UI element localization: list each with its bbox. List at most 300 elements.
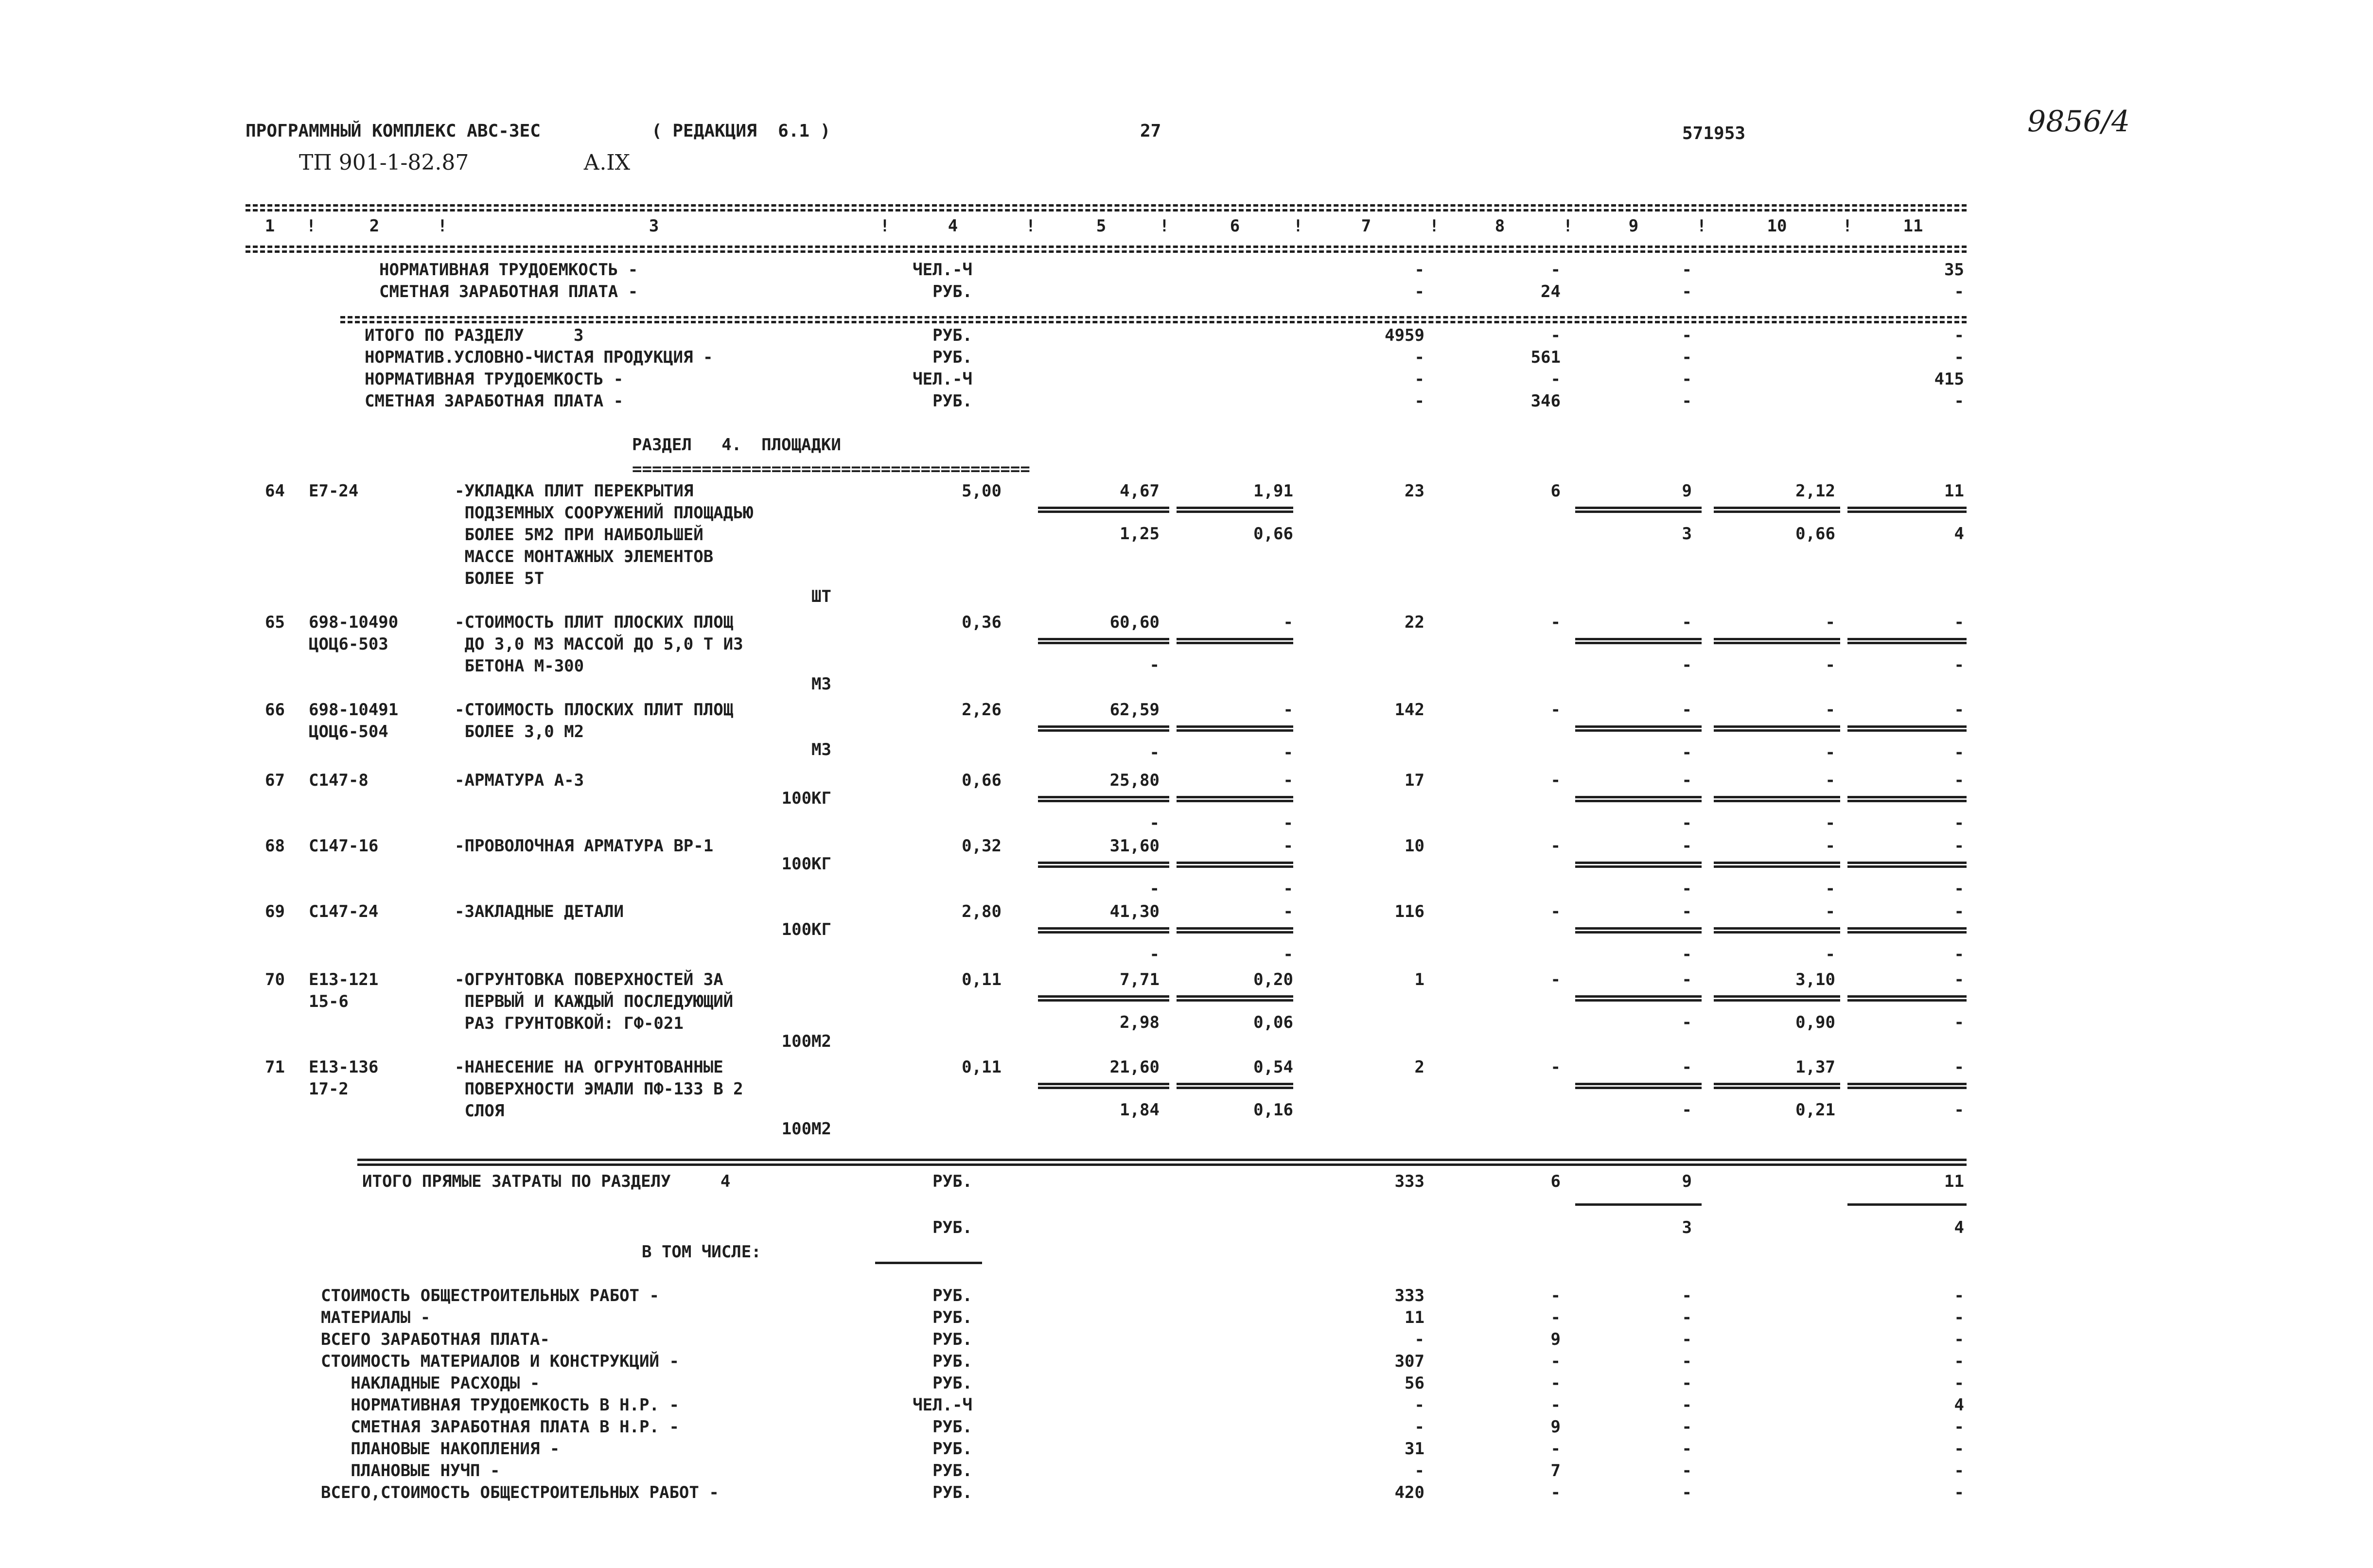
item-description: ПОВЕРХНОСТИ ЭМАЛИ ПФ-133 В 2 [455, 1079, 743, 1099]
item-unit: М3 [811, 740, 831, 759]
including-row-unit: РУБ. [932, 1330, 972, 1349]
section3-total-row-c7: - [1414, 391, 1424, 411]
item-c10-divider-2 [1714, 999, 1840, 1002]
item-wages: - [1550, 771, 1561, 790]
column-separator: ! [1025, 216, 1036, 236]
item-c11-upper: - [1954, 613, 1964, 632]
item-c10-upper: - [1825, 700, 1835, 720]
column-separator: ! [879, 216, 890, 236]
summary-row-c7: - [1414, 260, 1424, 280]
including-row-unit: РУБ. [932, 1417, 972, 1437]
including-row-c7: - [1414, 1461, 1424, 1480]
item-c5-divider-2 [1038, 1087, 1169, 1089]
item-c5-lower: 1,84 [1120, 1100, 1160, 1120]
item-number: 68 [265, 836, 285, 856]
item-c11-upper: - [1954, 836, 1964, 856]
section3-total-row-c11: - [1954, 326, 1964, 345]
item-c11-divider [1847, 796, 1967, 798]
item-number: 64 [265, 481, 285, 501]
item-c10-lower: 0,90 [1795, 1013, 1835, 1032]
including-row-c9: - [1682, 1417, 1692, 1437]
column-header-6: 6 [1230, 216, 1240, 236]
item-c11-divider-2 [1847, 511, 1967, 513]
column-separator: ! [306, 216, 316, 236]
summary-row-c7: - [1414, 282, 1424, 301]
item-c6-divider [1177, 862, 1293, 864]
item-description: БОЛЕЕ 5М2 ПРИ НАИБОЛЬШЕЙ [455, 525, 703, 545]
item-c10-divider [1714, 927, 1840, 930]
item-c5-upper: 21,60 [1109, 1057, 1160, 1077]
including-row-label: ВСЕГО,СТОИМОСТЬ ОБЩЕСТРОИТЕЛЬНЫХ РАБОТ - [321, 1483, 719, 1502]
item-c10-lower: 0,21 [1795, 1100, 1835, 1120]
summary-row-c11: - [1954, 282, 1964, 301]
item-c9-divider-2 [1575, 800, 1702, 802]
direct-costs-wages: 6 [1550, 1172, 1561, 1191]
album-label: А.IX [583, 150, 631, 175]
including-row-c9: - [1682, 1374, 1692, 1393]
item-c6-upper: 1,91 [1253, 481, 1293, 501]
including-row-c7: 420 [1394, 1483, 1424, 1502]
section3-rule-top-2 [340, 321, 1967, 323]
section3-total-row-c8: - [1550, 370, 1561, 389]
including-row-unit: РУБ. [932, 1308, 972, 1327]
column-separator: ! [437, 216, 448, 236]
item-number: 71 [265, 1057, 285, 1077]
including-row-label: СТОИМОСТЬ МАТЕРИАЛОВ И КОНСТРУКЦИЙ - [321, 1352, 679, 1371]
column-separator: ! [1696, 216, 1707, 236]
item-c5-lower: - [1149, 743, 1160, 762]
item-code: Е13-121 [309, 970, 379, 989]
section3-total-row-c11: - [1954, 391, 1964, 411]
item-c9-upper: - [1682, 700, 1692, 720]
item-total-cost: 10 [1405, 836, 1424, 856]
item-c9-divider-2 [1575, 642, 1702, 644]
header-rule-bottom-2 [246, 250, 1967, 253]
item-c5-upper: 41,30 [1109, 902, 1160, 921]
including-row-c11: - [1954, 1439, 1964, 1459]
including-row-c11: - [1954, 1330, 1964, 1349]
item-c5-divider-2 [1038, 729, 1169, 732]
item-c6-lower: - [1283, 945, 1293, 964]
item-c6-upper: 0,20 [1253, 970, 1293, 989]
item-c11-lower: - [1954, 655, 1964, 675]
item-c10-divider-2 [1714, 800, 1840, 802]
item-c6-divider [1177, 995, 1293, 998]
item-wages: - [1550, 836, 1561, 856]
item-wages: - [1550, 902, 1561, 921]
item-c5-divider-2 [1038, 511, 1169, 513]
item-c9-upper: - [1682, 902, 1692, 921]
item-c9-lower: - [1682, 1013, 1692, 1032]
item-c11-divider [1847, 995, 1967, 998]
item-wages: 6 [1550, 481, 1561, 501]
item-c6-lower: 0,66 [1253, 524, 1293, 544]
section3-total-row-c7: 4959 [1385, 326, 1424, 345]
including-row-c8: - [1550, 1483, 1561, 1502]
page-number: 27 [1140, 121, 1161, 141]
summary-row-unit: РУБ. [932, 282, 972, 301]
item-c10-divider-2 [1714, 511, 1840, 513]
program-name: ПРОГРАММНЫЙ КОМПЛЕКС АВС-3ЕС [246, 121, 541, 141]
item-c5-upper: 62,59 [1109, 700, 1160, 720]
direct-costs-c9-lower: 3 [1682, 1218, 1692, 1237]
item-code: С147-16 [309, 836, 379, 856]
item-wages: - [1550, 970, 1561, 989]
section3-total-row-label: НОРМАТИВ.УСЛОВНО-ЧИСТАЯ ПРОДУКЦИЯ - [365, 348, 713, 367]
item-description: -ЗАКЛАДНЫЕ ДЕТАЛИ [455, 902, 624, 921]
item-c10-upper: 1,37 [1795, 1057, 1835, 1077]
item-c11-divider-2 [1847, 729, 1967, 732]
item-c11-lower: 4 [1954, 524, 1964, 544]
item-c11-upper: - [1954, 902, 1964, 921]
item-total-cost: 142 [1394, 700, 1424, 720]
item-c6-lower: 0,06 [1253, 1013, 1293, 1032]
including-row-c9: - [1682, 1439, 1692, 1459]
item-c5-lower: - [1149, 655, 1160, 675]
item-c6-divider [1177, 927, 1293, 930]
item-c9-upper: - [1682, 836, 1692, 856]
including-row-unit: РУБ. [932, 1461, 972, 1480]
item-c11-upper: - [1954, 1057, 1964, 1077]
item-c9-divider-2 [1575, 931, 1702, 934]
item-c9-upper: 9 [1682, 481, 1692, 501]
summary-row-c9: - [1682, 260, 1692, 280]
item-c10-upper: - [1825, 771, 1835, 790]
including-row-label: ПЛАНОВЫЕ НАКОПЛЕНИЯ - [321, 1439, 560, 1459]
item-c6-lower: - [1283, 879, 1293, 899]
item-c11-upper: 11 [1944, 481, 1964, 501]
item-quantity: 0,11 [962, 970, 1002, 989]
including-row-c11: - [1954, 1352, 1964, 1371]
including-row-c7: 333 [1394, 1286, 1424, 1305]
section3-total-row-c9: - [1682, 370, 1692, 389]
section3-total-row-unit: РУБ. [932, 326, 972, 345]
section3-total-row-label: СМЕТНАЯ ЗАРАБОТНАЯ ПЛАТА - [365, 391, 624, 411]
item-description: -ПРОВОЛОЧНАЯ АРМАТУРА ВР-1 [455, 836, 714, 856]
including-row-label: МАТЕРИАЛЫ - [321, 1308, 431, 1327]
column-header-10: 10 [1767, 216, 1787, 236]
including-row-label: ПЛАНОВЫЕ НУЧП - [321, 1461, 500, 1480]
item-c6-lower: - [1283, 743, 1293, 762]
item-c6-divider-2 [1177, 642, 1293, 644]
summary-row-c8: 24 [1541, 282, 1561, 301]
item-c5-divider-2 [1038, 642, 1169, 644]
item-c10-divider [1714, 1083, 1840, 1085]
column-header-9: 9 [1628, 216, 1639, 236]
item-c6-divider-2 [1177, 729, 1293, 732]
item-number: 65 [265, 613, 285, 632]
item-description: БОЛЕЕ 3,0 М2 [455, 722, 584, 741]
including-row-c8: 9 [1550, 1417, 1561, 1437]
item-description: ДО 3,0 М3 МАССОЙ ДО 5,0 Т ИЗ [455, 634, 743, 654]
item-quantity: 0,66 [962, 771, 1002, 790]
direct-costs-unit-2: РУБ. [932, 1218, 972, 1237]
summary-row-c8: - [1550, 260, 1561, 280]
item-c6-upper: 0,54 [1253, 1057, 1293, 1077]
document-code: 571953 [1682, 123, 1746, 143]
item-c10-lower: 0,66 [1795, 524, 1835, 544]
including-row-c9: - [1682, 1352, 1692, 1371]
item-c9-divider [1575, 927, 1702, 930]
item-quantity: 0,32 [962, 836, 1002, 856]
including-row-c7: - [1414, 1330, 1424, 1349]
column-header-7: 7 [1361, 216, 1371, 236]
item-c5-upper: 7,71 [1120, 970, 1160, 989]
item-c9-lower: - [1682, 1100, 1692, 1120]
item-c11-divider [1847, 507, 1967, 509]
including-row-c8: - [1550, 1439, 1561, 1459]
item-c9-upper: - [1682, 1057, 1692, 1077]
including-row-unit: ЧЕЛ.-Ч [913, 1395, 972, 1415]
item-c5-divider-2 [1038, 999, 1169, 1002]
item-description: БОЛЕЕ 5Т [455, 569, 545, 588]
item-c5-divider [1038, 796, 1169, 798]
item-c6-divider-2 [1177, 931, 1293, 934]
item-code: 17-2 [309, 1079, 349, 1099]
item-description: ПОДЗЕМНЫХ СООРУЖЕНИЙ ПЛОЩАДЬЮ [455, 503, 754, 523]
handwritten-mark: 9856/4 [2027, 105, 2130, 139]
direct-costs-c9-divider [1575, 1203, 1702, 1206]
section3-total-row-label: ИТОГО ПО РАЗДЕЛУ 3 [365, 326, 584, 345]
direct-costs-c11-lower: 4 [1954, 1218, 1964, 1237]
item-c11-lower: - [1954, 1100, 1964, 1120]
item-description: МАССЕ МОНТАЖНЫХ ЭЛЕМЕНТОВ [455, 547, 714, 566]
item-c10-divider [1714, 638, 1840, 640]
including-row-c7: 31 [1405, 1439, 1424, 1459]
section3-total-row-c8: 346 [1530, 391, 1561, 411]
including-row-c9: - [1682, 1395, 1692, 1415]
item-description: ПЕРВЫЙ И КАЖДЫЙ ПОСЛЕДУЮЩИЙ [455, 992, 734, 1011]
item-c11-divider-2 [1847, 642, 1967, 644]
item-c9-upper: - [1682, 613, 1692, 632]
item-c6-divider-2 [1177, 511, 1293, 513]
direct-costs-total: 333 [1394, 1172, 1424, 1191]
including-row-unit: РУБ. [932, 1352, 972, 1371]
including-unit-rule [875, 1262, 982, 1264]
item-c5-divider-2 [1038, 800, 1169, 802]
item-c10-upper: - [1825, 902, 1835, 921]
item-c5-divider [1038, 725, 1169, 728]
item-c6-lower: - [1283, 813, 1293, 833]
item-wages: - [1550, 700, 1561, 720]
item-c6-divider-2 [1177, 800, 1293, 802]
item-c9-divider [1575, 638, 1702, 640]
item-c5-upper: 25,80 [1109, 771, 1160, 790]
item-total-cost: 1 [1414, 970, 1424, 989]
item-unit: 100КГ [781, 854, 831, 874]
column-header-1: 1 [264, 216, 275, 236]
item-c10-upper: 2,12 [1795, 481, 1835, 501]
item-description: -УКЛАДКА ПЛИТ ПЕРЕКРЫТИЯ [455, 481, 694, 501]
item-description: -АРМАТУРА А-3 [455, 771, 584, 790]
including-row-c9: - [1682, 1461, 1692, 1480]
column-header-5: 5 [1096, 216, 1107, 236]
including-row-c7: - [1414, 1395, 1424, 1415]
item-total-cost: 17 [1405, 771, 1424, 790]
section4-title-rule: ======================================== [632, 459, 1030, 479]
item-c11-divider [1847, 725, 1967, 728]
item-c11-upper: - [1954, 970, 1964, 989]
item-c5-lower: - [1149, 879, 1160, 899]
item-c11-divider [1847, 862, 1967, 864]
column-header-2: 2 [369, 216, 380, 236]
item-c10-lower: - [1825, 655, 1835, 675]
item-c6-upper: - [1283, 836, 1293, 856]
item-description: -ОГРУНТОВКА ПОВЕРХНОСТЕЙ ЗА [455, 970, 723, 989]
item-wages: - [1550, 613, 1561, 632]
item-c9-divider [1575, 725, 1702, 728]
section3-rule-top [340, 316, 1967, 318]
item-code: Е13-136 [309, 1057, 379, 1077]
section3-total-row-c9: - [1682, 326, 1692, 345]
section3-total-row-c9: - [1682, 391, 1692, 411]
including-row-c9: - [1682, 1308, 1692, 1327]
item-unit: ШТ [811, 587, 831, 606]
item-code: 15-6 [309, 992, 349, 1011]
item-c9-lower: - [1682, 743, 1692, 762]
item-c10-lower: - [1825, 813, 1835, 833]
including-row-c8: - [1550, 1374, 1561, 1393]
item-c9-divider [1575, 507, 1702, 509]
item-c11-divider-2 [1847, 865, 1967, 868]
item-c11-divider [1847, 1083, 1967, 1085]
item-c10-upper: - [1825, 613, 1835, 632]
section3-total-row-c8: 561 [1530, 348, 1561, 367]
item-c6-divider [1177, 796, 1293, 798]
item-c6-upper: - [1283, 700, 1293, 720]
item-c6-divider-2 [1177, 1087, 1293, 1089]
item-c10-lower: - [1825, 945, 1835, 964]
including-row-c8: - [1550, 1395, 1561, 1415]
item-unit: 100КГ [781, 920, 831, 939]
including-row-c7: - [1414, 1417, 1424, 1437]
item-unit: М3 [811, 674, 831, 694]
item-total-cost: 2 [1414, 1057, 1424, 1077]
item-c9-upper: - [1682, 771, 1692, 790]
summary-row-label: СМЕТНАЯ ЗАРАБОТНАЯ ПЛАТА - [379, 282, 638, 301]
edition-label: ( РЕДАКЦИЯ 6.1 ) [651, 121, 831, 141]
item-c11-lower: - [1954, 743, 1964, 762]
including-row-c11: - [1954, 1374, 1964, 1393]
item-description: БЕТОНА М-300 [455, 656, 584, 676]
item-c6-divider [1177, 1083, 1293, 1085]
section4-title: РАЗДЕЛ 4. ПЛОЩАДКИ [632, 435, 841, 455]
item-c6-divider-2 [1177, 865, 1293, 868]
item-quantity: 0,11 [962, 1057, 1002, 1077]
item-c5-upper: 4,67 [1120, 481, 1160, 501]
item-c10-lower: - [1825, 743, 1835, 762]
including-row-c7: 307 [1394, 1352, 1424, 1371]
item-c11-divider-2 [1847, 999, 1967, 1002]
item-c11-divider-2 [1847, 931, 1967, 934]
column-separator: ! [1293, 216, 1303, 236]
item-c9-divider [1575, 995, 1702, 998]
including-row-c7: 11 [1405, 1308, 1424, 1327]
item-c5-divider [1038, 507, 1169, 509]
item-c6-upper: - [1283, 613, 1293, 632]
item-number: 67 [265, 771, 285, 790]
item-description: -СТОИМОСТЬ ПЛОСКИХ ПЛИТ ПЛОЩ [455, 700, 734, 720]
item-description: РАЗ ГРУНТОВКОЙ: ГФ-021 [455, 1014, 684, 1033]
section3-total-row-c11: 415 [1934, 370, 1964, 389]
item-c11-divider-2 [1847, 800, 1967, 802]
item-c11-divider [1847, 638, 1967, 640]
item-c6-divider [1177, 638, 1293, 640]
including-row-c11: 4 [1954, 1395, 1964, 1415]
item-c10-lower: - [1825, 879, 1835, 899]
item-c11-divider [1847, 927, 1967, 930]
item-c5-divider [1038, 862, 1169, 864]
item-c5-lower: 2,98 [1120, 1013, 1160, 1032]
item-unit: 100КГ [781, 789, 831, 808]
direct-costs-unit: РУБ. [932, 1172, 972, 1191]
item-quantity: 2,26 [962, 700, 1002, 720]
item-c6-upper: - [1283, 902, 1293, 921]
including-row-unit: РУБ. [932, 1374, 972, 1393]
item-c9-divider-2 [1575, 729, 1702, 732]
item-c10-divider [1714, 796, 1840, 798]
section3-total-row-unit: РУБ. [932, 391, 972, 411]
summary-row-c11: 35 [1944, 260, 1964, 280]
item-unit: 100М2 [781, 1032, 831, 1051]
item-c11-divider-2 [1847, 1087, 1967, 1089]
item-c6-divider [1177, 507, 1293, 509]
direct-costs-label: ИТОГО ПРЯМЫЕ ЗАТРАТЫ ПО РАЗДЕЛУ 4 [362, 1172, 731, 1191]
item-c11-upper: - [1954, 700, 1964, 720]
item-c6-divider [1177, 725, 1293, 728]
item-c9-divider-2 [1575, 999, 1702, 1002]
column-header-4: 4 [948, 216, 958, 236]
column-separator: ! [1429, 216, 1440, 236]
item-c5-divider [1038, 1083, 1169, 1085]
column-header-11: 11 [1903, 216, 1923, 236]
including-row-c8: 7 [1550, 1461, 1561, 1480]
section3-total-row-unit: ЧЕЛ.-Ч [913, 370, 972, 389]
direct-costs-c11-divider [1847, 1203, 1967, 1206]
including-row-c9: - [1682, 1330, 1692, 1349]
item-code: 698-10491 [309, 700, 399, 720]
including-row-c9: - [1682, 1286, 1692, 1305]
item-c9-divider-2 [1575, 511, 1702, 513]
section3-total-row-c9: - [1682, 348, 1692, 367]
item-c11-upper: - [1954, 771, 1964, 790]
including-row-label: НАКЛАДНЫЕ РАСХОДЫ - [321, 1374, 540, 1393]
direct-costs-rule-top [357, 1159, 1967, 1161]
header-rule-top [246, 204, 1967, 207]
including-row-c11: - [1954, 1483, 1964, 1502]
item-c6-divider-2 [1177, 999, 1293, 1002]
project-code: ТП 901-1-82.87 [299, 150, 469, 175]
item-c9-lower: - [1682, 655, 1692, 675]
section3-total-row-unit: РУБ. [932, 348, 972, 367]
direct-costs-c11-upper: 11 [1944, 1172, 1964, 1191]
section3-total-row-label: НОРМАТИВНАЯ ТРУДОЕМКОСТЬ - [365, 370, 624, 389]
item-c5-divider-2 [1038, 931, 1169, 934]
item-c5-divider [1038, 927, 1169, 930]
summary-row-label: НОРМАТИВНАЯ ТРУДОЕМКОСТЬ - [379, 260, 638, 280]
item-wages: - [1550, 1057, 1561, 1077]
item-c10-upper: - [1825, 836, 1835, 856]
item-c11-lower: - [1954, 945, 1964, 964]
item-c11-lower: - [1954, 879, 1964, 899]
column-header-8: 8 [1494, 216, 1505, 236]
item-c5-upper: 60,60 [1109, 613, 1160, 632]
item-quantity: 0,36 [962, 613, 1002, 632]
item-code: 698-10490 [309, 613, 399, 632]
item-description: СЛОЯ [455, 1101, 505, 1121]
section3-total-row-c7: - [1414, 370, 1424, 389]
direct-costs-rule-top-2 [357, 1163, 1967, 1166]
